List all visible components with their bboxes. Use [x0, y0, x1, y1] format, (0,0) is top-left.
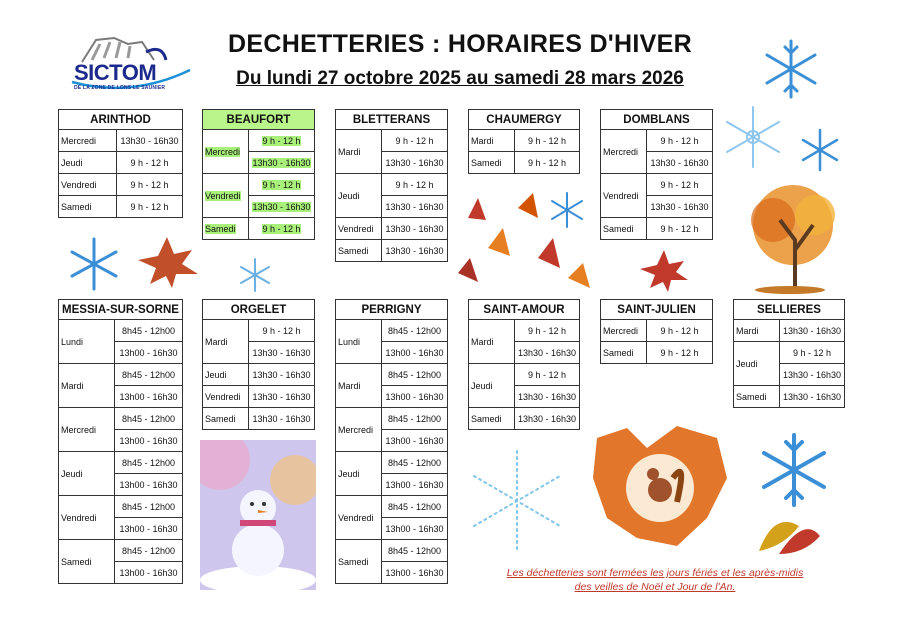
day-label: Samedi: [59, 540, 115, 584]
falling-leaves-icon: [448, 178, 618, 296]
day-label: Mardi: [469, 130, 515, 152]
center-table-saint-amour: [468, 299, 580, 430]
time-slot: 13h30 - 16h30: [382, 218, 448, 240]
day-label: Jeudi: [734, 342, 780, 386]
logo-wordmark: SICTOM: [74, 60, 157, 85]
day-label: Mercredi: [601, 320, 647, 342]
time-slot: 9 h - 12 h: [515, 320, 580, 342]
maple-leaf-icon: [132, 232, 202, 292]
snowflake-icon: [547, 190, 587, 230]
day-label: Samedi: [469, 408, 515, 430]
time-slot: 9 h - 12 h: [117, 196, 183, 218]
time-slot: 8h45 - 12h00: [382, 320, 448, 342]
day-label: Mardi: [336, 364, 382, 408]
day-label: Jeudi: [59, 152, 117, 174]
center-table-saint-julien: [600, 299, 713, 364]
time-slot: 13h00 - 16h30: [115, 562, 183, 584]
time-slot: 9 h - 12 h: [647, 342, 713, 364]
day-label: Mardi: [469, 320, 515, 364]
day-label: Samedi: [601, 342, 647, 364]
time-slot: 9 h - 12 h: [117, 152, 183, 174]
time-slot: 8h45 - 12h00: [115, 408, 183, 430]
time-slot: 8h45 - 12h00: [115, 452, 183, 474]
day-label: Samedi: [336, 540, 382, 584]
time-slot: 8h45 - 12h00: [382, 408, 448, 430]
time-slot: 8h45 - 12h00: [115, 320, 183, 342]
center-table-chaumergy: [468, 109, 580, 174]
snowflake-icon: [754, 430, 834, 510]
time-slot: 8h45 - 12h00: [382, 496, 448, 518]
time-slot: 13h30 - 16h30: [647, 152, 713, 174]
closure-note: [490, 566, 820, 594]
time-slot: 9 h - 12 h: [780, 342, 845, 364]
autumn-leaves-icon: [754, 506, 824, 558]
time-slot: 9 h - 12 h: [262, 223, 301, 234]
day-label: Vendredi: [59, 174, 117, 196]
center-table-bletterans: [335, 109, 448, 262]
center-table-beaufort: [202, 109, 315, 240]
time-slot: 13h00 - 16h30: [382, 386, 448, 408]
time-slot: 9 h - 12 h: [382, 130, 448, 152]
time-slot: 9 h - 12 h: [382, 174, 448, 196]
day-label: Vendredi: [336, 496, 382, 540]
maple-leaf-icon: [636, 246, 692, 296]
day-label: Mercredi: [601, 130, 647, 174]
time-slot: 9 h - 12 h: [647, 218, 713, 240]
time-slot: 8h45 - 12h00: [115, 496, 183, 518]
page-subtitle: Du lundi 27 octobre 2025 au samedi 28 mars 2026: [236, 68, 684, 89]
center-table-perrigny: [335, 299, 448, 584]
day-label: Lundi: [59, 320, 115, 364]
time-slot: 9 h - 12 h: [262, 135, 301, 146]
time-slot: 13h30 - 16h30: [252, 201, 311, 212]
center-table-sellieres: [733, 299, 845, 408]
autumn-squirrel-icon: [587, 418, 733, 550]
time-slot: 8h45 - 12h00: [115, 364, 183, 386]
time-slot: 13h30 - 16h30: [382, 196, 448, 218]
day-label: Samedi: [336, 240, 382, 262]
time-slot: 9 h - 12 h: [647, 130, 713, 152]
day-label: Samedi: [469, 152, 515, 174]
time-slot: 13h30 - 16h30: [515, 408, 580, 430]
snowman-icon: [200, 440, 316, 590]
time-slot: 9 h - 12 h: [515, 152, 580, 174]
day-label: Mercredi: [205, 146, 241, 157]
center-name: ARINTHOD: [59, 110, 183, 130]
snowflake-icon: [236, 256, 274, 294]
day-label: Jeudi: [336, 452, 382, 496]
day-label: Mercredi: [336, 408, 382, 452]
time-slot: 8h45 - 12h00: [382, 540, 448, 562]
day-label: Jeudi: [203, 364, 249, 386]
time-slot: 13h00 - 16h30: [115, 518, 183, 540]
center-table-arinthod: [58, 109, 183, 218]
time-slot: 8h45 - 12h00: [382, 452, 448, 474]
time-slot: 13h30 - 16h30: [780, 320, 845, 342]
time-slot: 13h00 - 16h30: [382, 342, 448, 364]
sictom-logo: [62, 34, 197, 98]
day-label: Vendredi: [205, 190, 241, 201]
day-label: Mardi: [203, 320, 249, 364]
time-slot: 13h00 - 16h30: [115, 474, 183, 496]
day-label: Vendredi: [601, 174, 647, 218]
snowflake-icon: [66, 236, 122, 292]
snowflake-icon: [797, 127, 843, 173]
day-label: Lundi: [336, 320, 382, 364]
center-name: DOMBLANS: [601, 110, 713, 130]
center-name: MESSIA-SUR-SORNE: [59, 300, 183, 320]
day-label: Vendredi: [336, 218, 382, 240]
time-slot: 13h30 - 16h30: [515, 342, 580, 364]
time-slot: 9 h - 12 h: [647, 174, 713, 196]
autumn-tree-icon: [735, 180, 845, 295]
page-title: DECHETTERIES : HORAIRES D'HIVER: [228, 30, 692, 58]
day-label: Jeudi: [336, 174, 382, 218]
time-slot: 13h30 - 16h30: [382, 152, 448, 174]
day-label: Samedi: [601, 218, 647, 240]
time-slot: 8h45 - 12h00: [382, 364, 448, 386]
time-slot: 13h30 - 16h30: [780, 364, 845, 386]
day-label: Mercredi: [59, 130, 117, 152]
time-slot: 13h30 - 16h30: [117, 130, 183, 152]
time-slot: 9 h - 12 h: [515, 364, 580, 386]
day-label: Vendredi: [203, 386, 249, 408]
time-slot: 13h30 - 16h30: [249, 386, 315, 408]
snowflake-icon: [758, 36, 824, 102]
time-slot: 9 h - 12 h: [262, 179, 301, 190]
day-label: Mardi: [734, 320, 780, 342]
time-slot: 13h00 - 16h30: [382, 474, 448, 496]
center-name: CHAUMERGY: [469, 110, 580, 130]
closure-note-line1: Les déchetteries sont fermées les jours fériés et les après-midis: [506, 567, 804, 579]
time-slot: 13h30 - 16h30: [515, 386, 580, 408]
time-slot: 13h00 - 16h30: [382, 562, 448, 584]
day-label: Jeudi: [469, 364, 515, 408]
day-label: Vendredi: [59, 496, 115, 540]
day-label: Jeudi: [59, 452, 115, 496]
time-slot: 13h30 - 16h30: [249, 364, 315, 386]
day-label: Samedi: [59, 196, 117, 218]
day-label: Samedi: [734, 386, 780, 408]
day-label: Samedi: [203, 408, 249, 430]
time-slot: 13h00 - 16h30: [115, 386, 183, 408]
center-name: BLETTERANS: [336, 110, 448, 130]
time-slot: 9 h - 12 h: [647, 320, 713, 342]
time-slot: 13h00 - 16h30: [382, 518, 448, 540]
time-slot: 13h30 - 16h30: [249, 408, 315, 430]
center-table-orgelet: [202, 299, 315, 430]
snowflake-icon: [720, 104, 786, 170]
day-label: Mardi: [336, 130, 382, 174]
logo-tagline: DE LA ZONE DE LONS LE SAUNIER: [74, 85, 166, 91]
time-slot: 13h30 - 16h30: [252, 157, 311, 168]
time-slot: 13h00 - 16h30: [382, 430, 448, 452]
time-slot: 13h30 - 16h30: [382, 240, 448, 262]
closure-note-line2: des veilles de Noël et Jour de l'An.: [574, 581, 736, 593]
center-name: SELLIERES: [734, 300, 845, 320]
day-label: Mercredi: [59, 408, 115, 452]
snowflake-icon: [462, 446, 572, 556]
time-slot: 13h00 - 16h30: [115, 342, 183, 364]
day-label: Mardi: [59, 364, 115, 408]
center-name: PERRIGNY: [336, 300, 448, 320]
center-name: BEAUFORT: [203, 110, 315, 130]
center-name: SAINT-JULIEN: [601, 300, 713, 320]
time-slot: 13h30 - 16h30: [780, 386, 845, 408]
center-name: SAINT-AMOUR: [469, 300, 580, 320]
time-slot: 13h30 - 16h30: [647, 196, 713, 218]
center-name: ORGELET: [203, 300, 315, 320]
time-slot: 9 h - 12 h: [249, 320, 315, 342]
center-table-messia-sur-sorne: [58, 299, 183, 584]
time-slot: 9 h - 12 h: [117, 174, 183, 196]
day-label: Samedi: [205, 223, 236, 234]
time-slot: 8h45 - 12h00: [115, 540, 183, 562]
time-slot: 9 h - 12 h: [515, 130, 580, 152]
time-slot: 13h00 - 16h30: [115, 430, 183, 452]
time-slot: 13h30 - 16h30: [249, 342, 315, 364]
